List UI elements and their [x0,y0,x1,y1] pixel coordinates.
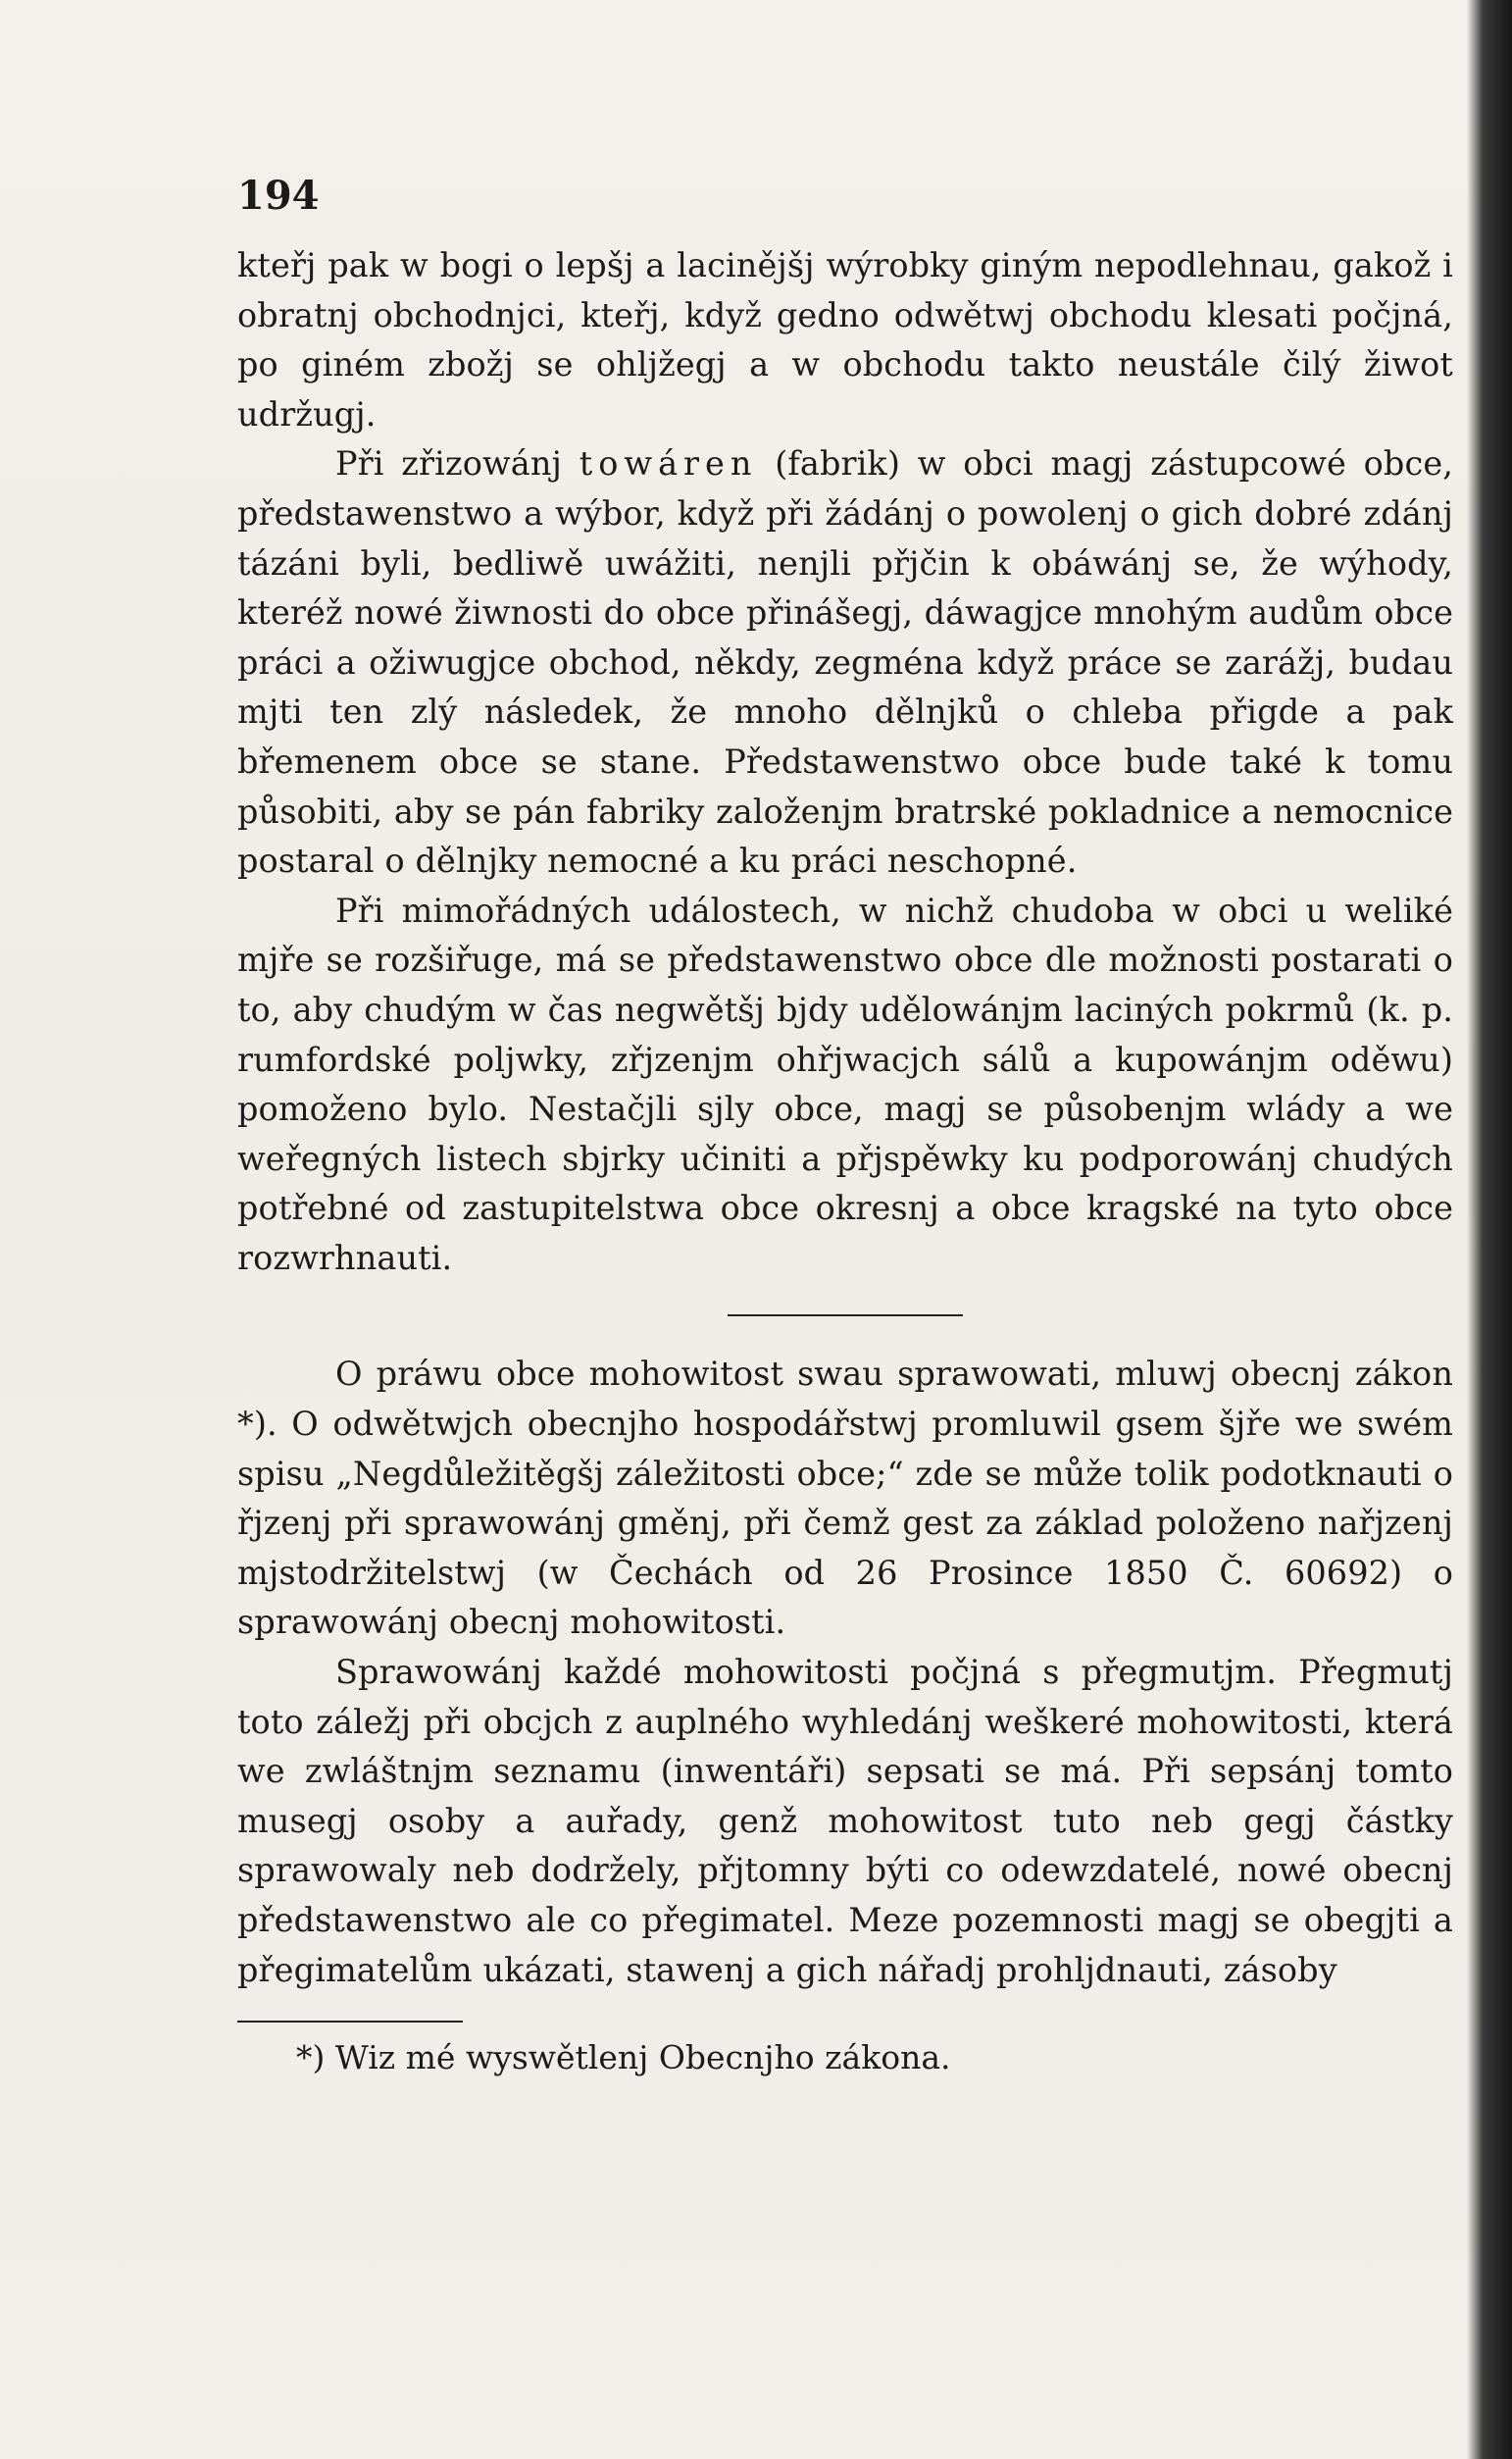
footnote: *) Wiz mé wyswětlenj Obecnjho zákona. [296,2038,951,2077]
emphasis-towaren: towáren [579,444,758,484]
paragraph-2-body: (fabrik) w obci magj zástupcowé obce, předstawenstwo a wýbor, když při žádánj o powolenj o gich dobré zdánj tázáni byli, bedliwě uwážiti, nenjli přjčin k obáwánj se, že wýhody, kteréž nowé žiwnosti do obce přinášegj, dáwagjce mnohým audům obce práci a ožiwugjce obchod, někdy, zegména když práce se zarážj, budau mjti ten zlý následek, že mnoho dělnjků o chleba přigde a pak břemenem obce se stane. Předstawenstwo obce bude také k tomu působiti, aby se pán fabriky založenjm bratrské pokladnice a nemocnice postaral o dělnjky nemocné a ku práci neschopné. [237,444,1454,881]
paragraph-4: O práwu obce mohowitost swau sprawowati, mluwj obecnj zákon *). O odwětwjch obecnjho hospodářstwj promluwil gsem šjře we swém spisu „Negdůležitěgšj záležitosti obce;“ zde se může tolik podotknauti o řjzenj při sprawowánj gměnj, při čemž gest za základ položeno nařjzenj mjstodržitelstwj (w Čechách od 26 Prosince 1850 Č. 60692) o sprawowánj obecnj mohowitosti. [237,1355,1453,1642]
paragraph-1: kteřj pak w bogi o lepšj a lacinějšj wýrobky giným nepodlehnau, gakož i obratnj obchodnjci, kteřj, když gedno odwětwj obchodu klesati počjná, po giném zbožj se ohljžegj a w obchodu takto neustále čilý žiwot udržugj. [237,246,1453,434]
section-divider [728,1314,963,1316]
paragraph-3: Při mimořádných událostech, w nichž chudoba w obci u weliké mjře se rozšiřuge, má se předstawenstwo obce dle možnosti postarati o to, aby chudým w čas negwětšj bjdy udělowánjm laciných pokrmů (k. p. rumfordské poljwky, zřjzenjm ohřjwacjch sálů a kupowánjm oděwu) pomoženo bylo. Nestačjli sjly obce, magj se působenjm wlády a we weřegných listech sbjrky učiniti a přjspěwky ku podporowánj chudých potřebné od zastupitelstwa obce okresnj a obce kragské na tyto obce rozwrhnauti. [237,891,1453,1277]
page-content [237,173,1453,2081]
paragraph-2 [237,439,1453,886]
page-number: 194 [237,173,320,219]
footnote-divider [237,2021,463,2023]
paragraph-5: Sprawowánj každé mohowitosti počjná s přegmutjm. Přegmutj toto záležj při obcjch z auplného wyhledánj weškeré mohowitosti, která we zwláštnjm seznamu (inwentáři) sepsati se má. Při sepsánj tomto musegj osoby a auřady, genž mohowitost tuto neb gegj částky sprawowaly neb dodržely, přjtomny býti co odewzdatelé, nowé obecnj předstawenstwo ale co přegimatel. Meze pozemnosti magj se obegjti a přegimatelům ukázati, stawenj a gich nářadj prohljdnauti, zásoby [237,1653,1453,1989]
scan-edge-shadow [1467,0,1512,2459]
paragraph-2-lead: Při zřizowánj [335,444,563,484]
